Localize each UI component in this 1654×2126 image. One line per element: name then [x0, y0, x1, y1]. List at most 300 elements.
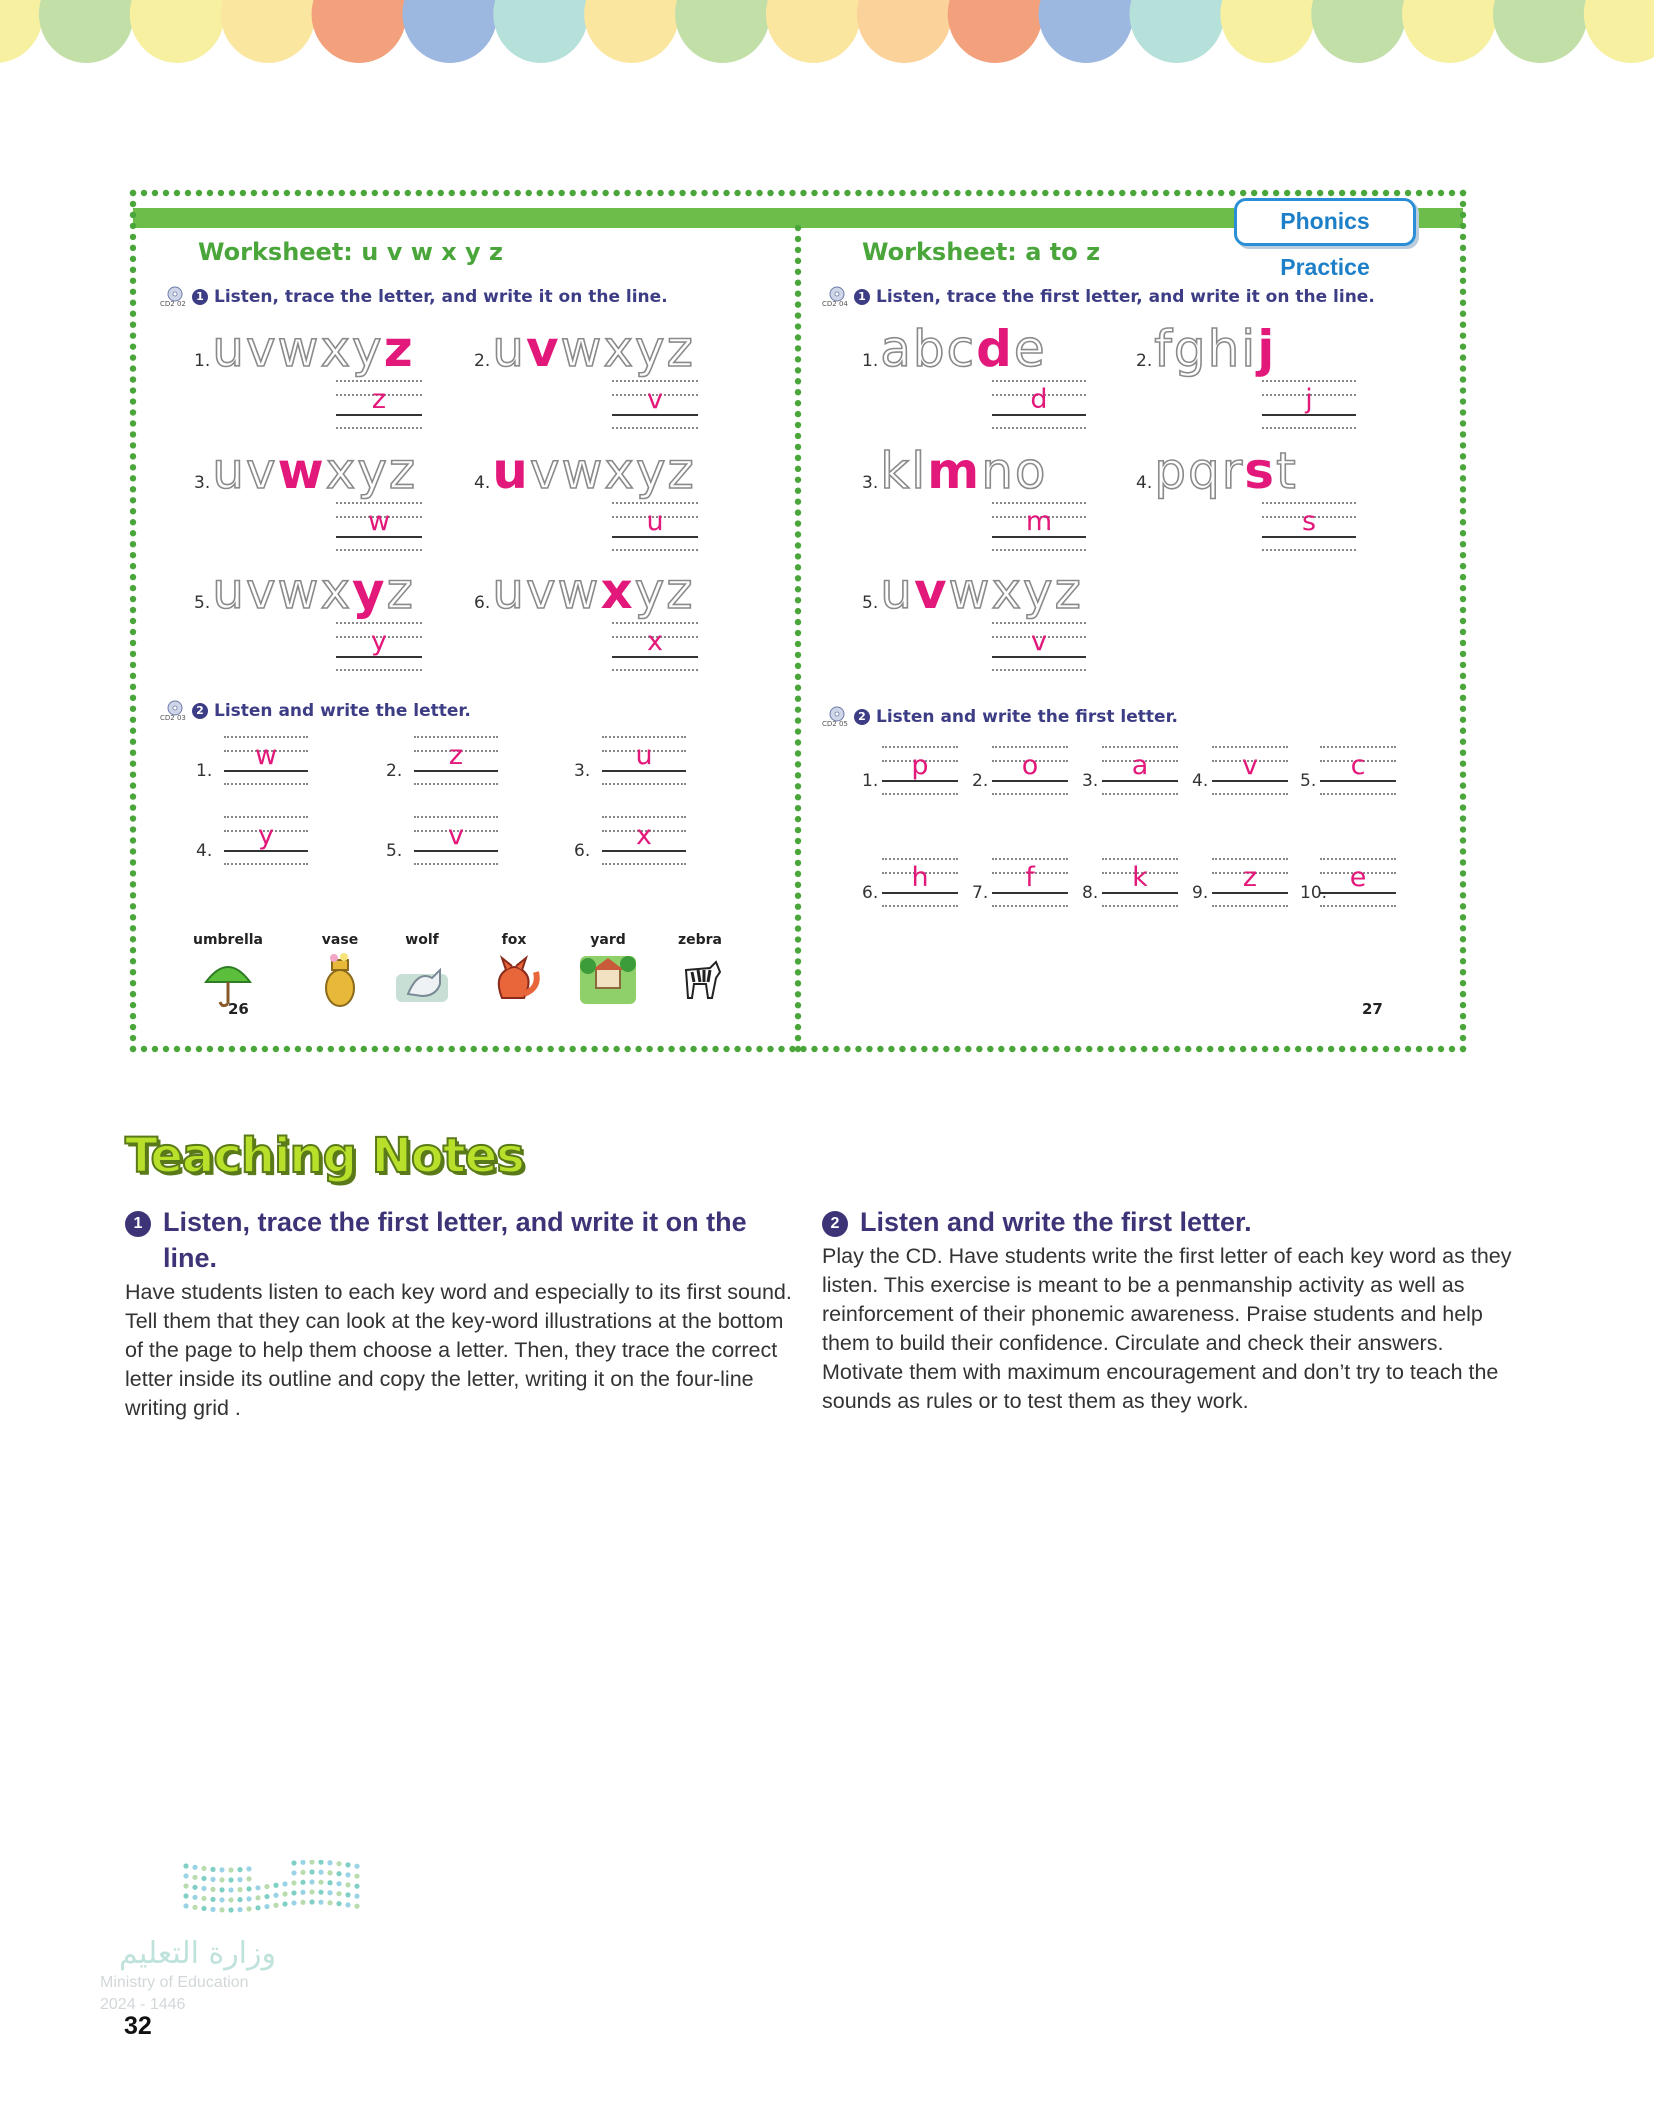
grid-line: [224, 783, 308, 785]
logo-dot: [255, 1905, 260, 1910]
outline-letter: k: [880, 442, 912, 500]
question-number: 6.: [862, 883, 879, 903]
question-number: 4.: [196, 841, 213, 861]
written-letter: u: [646, 506, 664, 537]
written-letter: k: [1132, 862, 1148, 893]
question-number: 10.: [1300, 883, 1328, 903]
step-number-badge: 2: [192, 703, 208, 719]
scallop: [221, 0, 316, 63]
traced-letter: u: [492, 442, 530, 500]
picture-caption: yard: [590, 932, 626, 948]
key-word-picture: [382, 932, 462, 1012]
answer-writing-grid: [612, 380, 698, 428]
question-number: 5.: [386, 841, 403, 861]
logo-dot: [291, 1890, 296, 1895]
question-number: 4.: [1192, 771, 1209, 791]
logo-dot: [246, 1886, 251, 1891]
written-letter: c: [1350, 750, 1366, 781]
written-letter: y: [371, 626, 387, 657]
traced-letter: v: [525, 320, 561, 378]
outline-letter: u: [880, 562, 914, 620]
logo-dot: [246, 1876, 251, 1881]
logo-dot: [327, 1880, 332, 1885]
grid-line: [882, 746, 958, 748]
written-letter: v: [647, 384, 663, 415]
grid-line: [612, 549, 698, 551]
logo-dot: [201, 1906, 206, 1911]
logo-dot: [219, 1907, 224, 1912]
logo-dot: [264, 1904, 269, 1909]
logo-dot: [354, 1894, 359, 1899]
grid-line: [882, 858, 958, 860]
step-number-badge: 1: [192, 289, 208, 305]
outline-letter: y: [635, 320, 667, 378]
scallop: [1402, 0, 1497, 63]
written-letter: m: [1025, 506, 1053, 537]
scallop: [1129, 0, 1224, 63]
item-number: 4.: [474, 473, 491, 493]
picture-caption: zebra: [677, 932, 723, 948]
umbrella-illustration: [198, 948, 258, 1008]
answer-writing-grid: [612, 502, 698, 550]
traced-letter: w: [277, 442, 326, 500]
logo-dot: [219, 1897, 224, 1902]
logo-dot: [345, 1872, 350, 1877]
zebra-illustration: [670, 948, 730, 1008]
grid-line: [602, 783, 686, 785]
scallop: [1039, 0, 1134, 63]
written-letter: z: [371, 384, 387, 415]
grid-line: [1262, 549, 1356, 551]
logo-dot: [318, 1890, 323, 1895]
written-letter: x: [636, 820, 652, 851]
outline-letter: g: [1173, 320, 1208, 378]
logo-dot-pattern: [96, 1860, 366, 1930]
written-letter: o: [1021, 750, 1039, 781]
note-1-heading-text: Listen, trace the first letter, and write it on the line.: [163, 1207, 747, 1273]
cd-track: [822, 286, 848, 308]
picture-caption: vase: [321, 932, 359, 948]
cd-track-label: CD2 04: [822, 300, 848, 308]
logo-dot: [273, 1903, 278, 1908]
answer-writing-grid: [602, 816, 686, 864]
tracing-row: [194, 442, 417, 500]
written-letter: d: [1030, 384, 1048, 415]
item-number: 1.: [862, 351, 879, 371]
note-2-body: Play the CD. Have students write the first letter of each key word as they listen. This exercise is meant to be a penmanship activity as well as reinforcement of their phonemic awareness. Praise students and help them to build their confidence. Circulate and check their answers. Motivate them with maximum encouragement and don’t try to teach the sounds as rules or to test them as they work.: [822, 1244, 1512, 1413]
written-letter: u: [635, 740, 653, 771]
picture-caption: wolf: [405, 932, 439, 948]
section-heading: [160, 286, 668, 308]
grid-line: [992, 858, 1068, 860]
tracing-row: [474, 320, 695, 378]
logo-dot: [228, 1897, 233, 1902]
written-letter: v: [448, 820, 464, 851]
logo-dot: [246, 1906, 251, 1911]
logo-dot: [192, 1895, 197, 1900]
outline-letter: f: [1154, 320, 1174, 378]
logo-dot: [300, 1860, 305, 1865]
number-badge: 2: [822, 1211, 848, 1237]
grid-line: [992, 905, 1068, 907]
traced-letter: x: [600, 562, 635, 620]
grid-line: [882, 905, 958, 907]
key-word-picture: [660, 932, 740, 1012]
grid-line: [992, 669, 1086, 671]
logo-dot: [354, 1884, 359, 1889]
logo-dot: [291, 1900, 296, 1905]
traced-letter: y: [352, 562, 387, 620]
note-1-body: Have students listen to each key word and especially to its first sound. Tell them that they can look at the key-word illustrations at the bottom of the page to help them choose a letter. Then, they trace the correct letter inside its outline and copy the letter, writing it on the four-line writing grid .: [125, 1280, 792, 1420]
grid-line: [224, 816, 308, 818]
note-1-heading: [125, 1204, 795, 1276]
vase-illustration: [310, 948, 370, 1008]
logo-dot: [201, 1886, 206, 1891]
yard-illustration: [578, 948, 638, 1008]
logo-dot: [192, 1875, 197, 1880]
grid-line: [336, 669, 422, 671]
scallop: [312, 0, 407, 63]
picture-caption: fox: [501, 932, 527, 948]
logo-dot: [354, 1904, 359, 1909]
worksheet-page-number: 26: [228, 1000, 249, 1018]
outline-letter: x: [991, 562, 1024, 620]
logo-dot: [183, 1903, 188, 1908]
logo-dot: [282, 1901, 287, 1906]
scallop: [857, 0, 952, 63]
outline-letter: w: [561, 442, 605, 500]
question-number: 6.: [574, 841, 591, 861]
written-letter: z: [1242, 862, 1258, 893]
right-worksheet-page: [796, 188, 1468, 1054]
logo-dot: [336, 1901, 341, 1906]
grid-line: [1212, 793, 1288, 795]
logo-dot: [354, 1874, 359, 1879]
logo-dot: [291, 1870, 296, 1875]
grid-line: [1320, 858, 1396, 860]
item-number: 3.: [862, 473, 879, 493]
logo-dot: [309, 1899, 314, 1904]
logo-dot: [336, 1891, 341, 1896]
phonics-practice-badge: [1230, 190, 1416, 280]
question-number: 2.: [386, 761, 403, 781]
written-letter: e: [1349, 862, 1367, 893]
grid-line: [1320, 793, 1396, 795]
tracing-row: [474, 562, 695, 620]
logo-dot: [309, 1889, 314, 1894]
grid-line: [602, 736, 686, 738]
grid-line: [992, 793, 1068, 795]
outline-letter: z: [666, 562, 695, 620]
grid-line: [1320, 905, 1396, 907]
grid-line: [992, 746, 1068, 748]
scallop: [1311, 0, 1406, 63]
logo-dot: [309, 1869, 314, 1874]
outline-letter: x: [325, 442, 358, 500]
outline-letter: z: [388, 442, 418, 500]
grid-line: [1102, 746, 1178, 748]
traced-letter: d: [976, 320, 1014, 378]
logo-dot: [237, 1877, 242, 1882]
scallop: [39, 0, 134, 63]
logo-dot: [183, 1863, 188, 1868]
outline-letter: v: [245, 562, 278, 620]
written-letter: j: [1305, 384, 1313, 415]
logo-dot: [210, 1897, 215, 1902]
logo-dot: [237, 1897, 242, 1902]
scallop: [766, 0, 861, 63]
logo-dot: [336, 1881, 341, 1886]
cd-track: [160, 700, 186, 722]
answer-writing-grid: [1212, 858, 1288, 906]
grid-line: [992, 549, 1086, 551]
logo-dot: [210, 1867, 215, 1872]
grid-line: [336, 380, 422, 382]
grid-line: [1262, 427, 1356, 429]
outline-letter: u: [212, 442, 246, 500]
note-2-heading-text: Listen and write the first letter.: [860, 1207, 1252, 1237]
outline-letter: o: [1014, 442, 1048, 500]
tracing-row: [194, 320, 415, 378]
logo-dot: [228, 1867, 233, 1872]
logo-dot: [282, 1891, 287, 1896]
outline-letter: r: [1221, 442, 1245, 500]
outline-letter: h: [1207, 320, 1242, 378]
logo-year: 2024 - 1446: [100, 1996, 186, 2013]
answer-writing-grid: [1102, 746, 1178, 794]
logo-dot: [192, 1905, 197, 1910]
logo-dot: [228, 1877, 233, 1882]
outline-letter: c: [946, 320, 977, 378]
question-number: 3.: [574, 761, 591, 781]
logo-dot: [345, 1862, 350, 1867]
worksheet-title: Worksheet: a to z: [862, 238, 1101, 266]
outline-letter: x: [604, 442, 636, 500]
written-letter: f: [1025, 862, 1035, 893]
outline-letter: x: [320, 320, 353, 378]
outline-letter: z: [1054, 562, 1083, 620]
cd-track: [822, 706, 848, 728]
answer-writing-grid: [1102, 858, 1178, 906]
worksheet-page-number: 27: [1362, 1000, 1383, 1018]
traced-letter: j: [1257, 320, 1277, 378]
fox-illustration: [484, 948, 544, 1008]
outline-letter: u: [492, 562, 526, 620]
outline-letter: t: [1276, 442, 1298, 500]
item-number: 6.: [474, 593, 491, 613]
logo-dot: [354, 1864, 359, 1869]
question-number: 1.: [196, 761, 213, 781]
logo-dot: [318, 1870, 323, 1875]
answer-writing-grid: [414, 736, 498, 784]
key-word-picture: [300, 932, 380, 1012]
scallop: [675, 0, 770, 63]
tracing-row: [1136, 442, 1298, 500]
logo-dot: [228, 1907, 233, 1912]
scallop: [402, 0, 497, 63]
logo-dot: [345, 1882, 350, 1887]
answer-writing-grid: [602, 736, 686, 784]
answer-writing-grid: [992, 502, 1086, 550]
logo-dot: [255, 1895, 260, 1900]
answer-writing-grid: [992, 746, 1068, 794]
item-number: 3.: [194, 473, 211, 493]
grid-line: [414, 863, 498, 865]
item-number: 2.: [1136, 351, 1153, 371]
grid-line: [1262, 502, 1356, 504]
logo-dot: [345, 1892, 350, 1897]
outline-letter: w: [948, 562, 992, 620]
outline-letter: n: [981, 442, 1015, 500]
outline-letter: u: [492, 320, 526, 378]
logo-dot: [192, 1885, 197, 1890]
logo-dot: [237, 1887, 242, 1892]
grid-line: [414, 736, 498, 738]
key-word-picture: [568, 932, 648, 1012]
outline-letter: w: [560, 320, 604, 378]
question-number: 8.: [1082, 883, 1099, 903]
written-letter: v: [1242, 750, 1258, 781]
outline-letter: z: [667, 442, 696, 500]
phonics-practice-label: Phonics Practice: [1280, 208, 1370, 280]
page-number: 32: [124, 2012, 152, 2040]
grid-line: [1320, 746, 1396, 748]
logo-dot: [183, 1873, 188, 1878]
grid-line: [336, 427, 422, 429]
question-number: 2.: [972, 771, 989, 791]
answer-writing-grid: [1320, 746, 1396, 794]
key-word-picture: [474, 932, 554, 1012]
picture-caption: umbrella: [192, 932, 264, 948]
outline-letter: y: [635, 442, 668, 500]
outline-letter: v: [245, 442, 278, 500]
section-instruction: Listen, trace the first letter, and write it on the line.: [876, 287, 1375, 307]
logo-dot: [237, 1907, 242, 1912]
outline-letter: e: [1013, 320, 1047, 378]
logo-dot: [345, 1902, 350, 1907]
grid-line: [336, 502, 422, 504]
tracing-row: [862, 562, 1083, 620]
teaching-note-2: [822, 1204, 1512, 1416]
step-number-badge: 2: [854, 709, 870, 725]
logo-dot: [219, 1867, 224, 1872]
logo-dot: [273, 1883, 278, 1888]
number-badge: 1: [125, 1211, 151, 1237]
outline-letter: w: [557, 562, 601, 620]
question-number: 9.: [1192, 883, 1209, 903]
logo-dot: [264, 1884, 269, 1889]
scallop: [1220, 0, 1315, 63]
scallop: [493, 0, 588, 63]
outline-letter: l: [911, 442, 928, 500]
answer-writing-grid: [414, 816, 498, 864]
grid-line: [992, 622, 1086, 624]
logo-dot: [201, 1866, 206, 1871]
item-number: 5.: [862, 593, 879, 613]
outline-letter: b: [912, 320, 947, 378]
outline-letter: q: [1187, 442, 1222, 500]
written-letter: z: [448, 740, 464, 771]
outline-letter: p: [1154, 442, 1188, 500]
answer-writing-grid: [992, 380, 1086, 428]
logo-dot: [300, 1880, 305, 1885]
left-worksheet-page: [128, 188, 796, 1054]
grid-line: [414, 783, 498, 785]
logo-dot: [318, 1860, 323, 1865]
logo-dot: [327, 1870, 332, 1875]
logo-dot: [300, 1900, 305, 1905]
note-2-heading: [822, 1204, 1512, 1240]
answer-writing-grid: [224, 816, 308, 864]
logo-dot: [282, 1881, 287, 1886]
logo-dot: [327, 1890, 332, 1895]
grid-line: [992, 502, 1086, 504]
grid-line: [224, 863, 308, 865]
grid-line: [612, 622, 698, 624]
outline-letter: v: [525, 562, 558, 620]
logo-dot: [273, 1893, 278, 1898]
question-number: 3.: [1082, 771, 1099, 791]
logo-dot: [318, 1900, 323, 1905]
grid-line: [336, 622, 422, 624]
answer-writing-grid: [336, 502, 422, 550]
grid-line: [1262, 380, 1356, 382]
question-number: 5.: [1300, 771, 1317, 791]
grid-line: [992, 427, 1086, 429]
logo-dot: [318, 1880, 323, 1885]
written-letter: v: [1031, 626, 1047, 657]
scalloped-top-border: [0, 0, 1654, 64]
answer-writing-grid: [612, 622, 698, 670]
outline-letter: z: [666, 320, 695, 378]
answer-writing-grid: [336, 380, 422, 428]
logo-dot: [183, 1883, 188, 1888]
outline-letter: y: [352, 320, 384, 378]
outline-letter: y: [357, 442, 389, 500]
question-number: 1.: [862, 771, 879, 791]
logo-dot: [201, 1896, 206, 1901]
logo-dot: [183, 1893, 188, 1898]
tracing-row: [194, 562, 415, 620]
logo-arabic: وزارة التعليم: [118, 1936, 276, 1971]
logo-dot: [264, 1894, 269, 1899]
grid-line: [1102, 793, 1178, 795]
written-letter: s: [1301, 506, 1317, 537]
tracing-row: [862, 320, 1047, 378]
outline-letter: u: [212, 562, 246, 620]
tracing-row: [474, 442, 696, 500]
scallop: [584, 0, 679, 63]
outline-letter: a: [880, 320, 913, 378]
grid-line: [882, 793, 958, 795]
section-instruction: Listen and write the letter.: [214, 701, 471, 721]
logo-dot: [237, 1867, 242, 1872]
item-number: 4.: [1136, 473, 1153, 493]
logo-dot: [327, 1860, 332, 1865]
written-letter: a: [1131, 750, 1149, 781]
item-number: 2.: [474, 351, 491, 371]
logo-dot: [219, 1877, 224, 1882]
logo-dot: [210, 1907, 215, 1912]
written-letter: w: [367, 506, 391, 537]
section-heading: [822, 706, 1178, 728]
logo-dot: [201, 1876, 206, 1881]
answer-writing-grid: [336, 622, 422, 670]
ministry-of-education-logo: [96, 1860, 366, 2013]
section-heading: [160, 700, 471, 722]
logo-dot: [300, 1870, 305, 1875]
traced-letter: m: [927, 442, 982, 500]
